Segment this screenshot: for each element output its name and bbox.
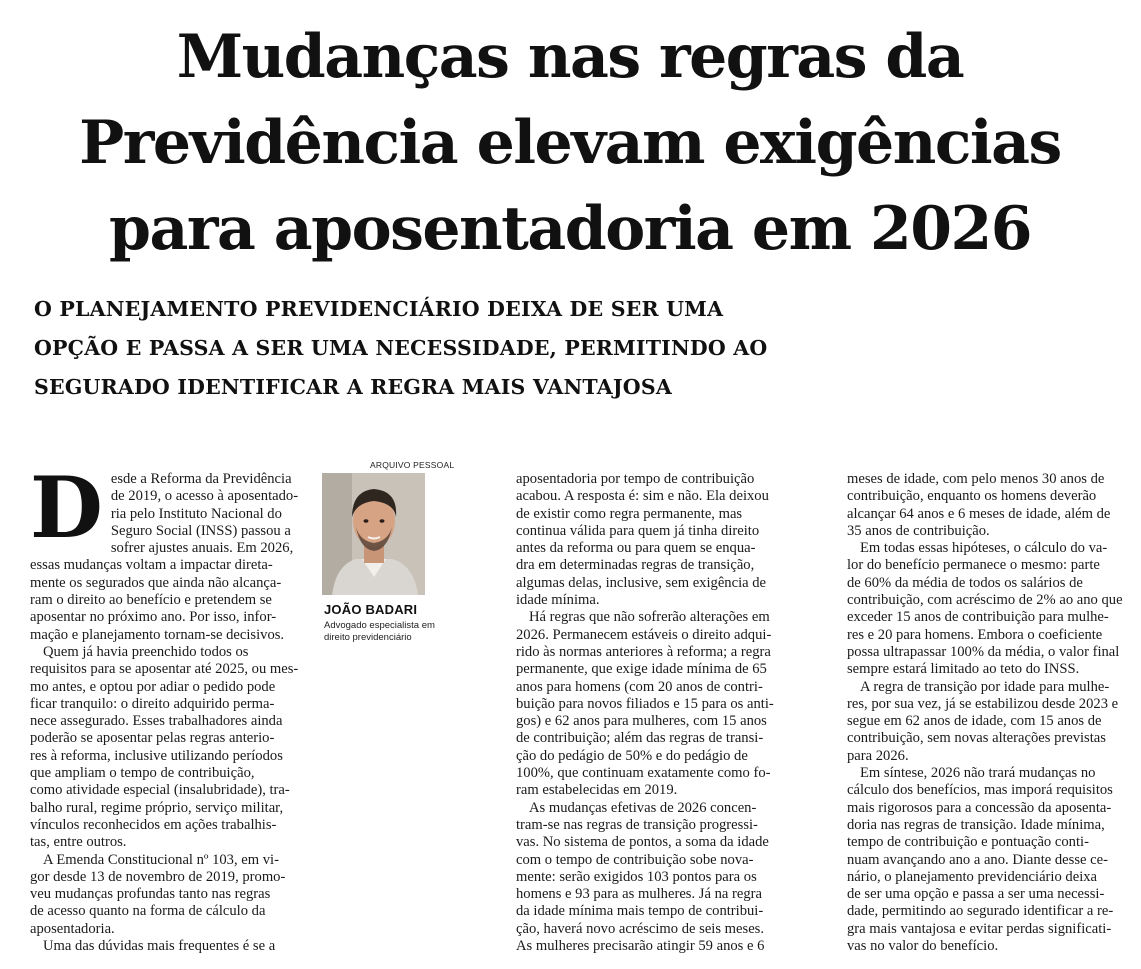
text-line: Há regras que não sofrerão alterações em — [529, 609, 770, 626]
text-line: Quem já havia preenchido todos os — [43, 643, 249, 660]
text-line: com o tempo de contribuição sobe nova- — [516, 851, 754, 868]
author-name: JOÃO BADARI — [324, 602, 418, 617]
headline-line: Mudanças nas regras da — [176, 22, 964, 92]
text-line: homens e 93 para as mulheres. Já na regra — [516, 886, 762, 903]
text-line: vas. No sistema de pontos, a soma da idade — [516, 834, 769, 851]
author-role — [324, 620, 444, 644]
text-line: de acesso quanto na forma de cálculo da — [30, 903, 266, 920]
text-line: exceder 15 anos de contribuição para mulhe- — [847, 609, 1109, 626]
text-line: tram-se nas regras de transição progressi- — [516, 816, 758, 833]
text-line: cálculo dos benefícios, mas imporá requisitos — [847, 782, 1113, 799]
text-line: de contribuição; além das regras de transi- — [516, 730, 764, 747]
article-column-2 — [516, 471, 786, 955]
subheadline-line: SEGURADO IDENTIFICAR A REGRA MAIS VANTAJOSA — [34, 375, 672, 399]
subheadline-line: OPÇÃO E PASSA A SER UMA NECESSIDADE, PERMITINDO AO — [34, 336, 768, 360]
text-line: mais rigorosos para a concessão da aposenta- — [847, 799, 1112, 816]
text-line: gos) e 62 anos para mulheres, com 15 anos — [516, 713, 767, 730]
headline-line: Previdência elevam exigências — [79, 108, 1061, 178]
text-line: esde a Reforma da Previdência — [110, 471, 292, 487]
text-line: ria pelo Instituto Nacional do — [110, 505, 282, 522]
text-line: de 60% da média de todos os salários de — [847, 574, 1083, 591]
text-line: aposentar no próximo ano. Por isso, infor- — [30, 609, 277, 626]
text-line: antes da reforma ou para quem se enqua- — [516, 540, 756, 557]
text-line: essas mudanças voltam a impactar direta- — [30, 557, 273, 574]
text-line: Em síntese, 2026 não trará mudanças no — [860, 765, 1096, 782]
article-column-1 — [30, 458, 300, 955]
text-line: mo antes, e optou por adiar o pedido pode — [30, 678, 276, 695]
text-line: Seguro Social (INSS) passou a — [110, 522, 291, 539]
text-line: da idade mínima mais tempo de contribui- — [516, 903, 764, 920]
headline-line: para aposentadoria em 2026 — [109, 194, 1031, 264]
article-column-3 — [847, 471, 1125, 955]
text-line: de existir como regra permanente, mas — [516, 505, 743, 522]
author-portrait-icon — [322, 473, 425, 595]
text-line: 35 anos de contribuição. — [847, 522, 990, 539]
text-line: acabou. A resposta é: sim e não. Ela deixou — [516, 488, 769, 505]
text-line: aposentadoria. — [30, 920, 115, 937]
author-role-line: direito previdenciário — [324, 632, 412, 643]
text-line: contribuição, enquanto os homens deverão — [847, 488, 1097, 505]
text-line: Em todas essas hipóteses, o cálculo do va- — [860, 540, 1108, 557]
text-line: A Emenda Constitucional nº 103, em vi- — [43, 851, 279, 868]
text-line: res e 20 para homens. Embora o coeficiente — [847, 626, 1103, 643]
text-line: de ser uma opção e passa a ser uma necessi- — [847, 886, 1105, 903]
text-line: res, por sua vez, já se estabilizou desde 2023 e — [847, 695, 1119, 712]
text-line: para 2026. — [847, 747, 909, 764]
text-line: ção, haverá novo acréscimo de seis meses. — [516, 920, 764, 937]
text-line: dra em determinadas regras de transição, — [516, 557, 755, 574]
text-line: tas, entre outros. — [30, 834, 127, 851]
text-line: 2026. Permanecem estáveis o direito adqui- — [516, 626, 772, 643]
author-role-line: Advogado especialista em — [324, 620, 435, 631]
text-line: aposentadoria por tempo de contribuição — [516, 471, 755, 487]
text-line: ficar tranquilo: o direito adquirido perma- — [30, 695, 275, 712]
text-line: alcançar 64 anos e 6 meses de idade, além de — [847, 505, 1111, 522]
text-line: vas no valor do benefício. — [847, 938, 999, 955]
text-line: requisitos para se aposentar até 2025, ou mes- — [30, 661, 299, 678]
text-line: anos para homens (com 20 anos de contri- — [516, 678, 763, 695]
text-line: veu mudanças profundas tanto nas regras — [30, 886, 271, 903]
text-line: mente: serão exigidos 103 pontos para os — [516, 868, 757, 885]
text-line: meses de idade, com pelo menos 30 anos de — [847, 471, 1105, 487]
text-line: como atividade especial (insalubridade), tra- — [30, 782, 290, 799]
text-line: lor do benefício permanece o mesmo: parte — [847, 557, 1100, 574]
text-line: doria nas regras de transição. Idade mínima, — [847, 816, 1105, 833]
text-line: As mulheres precisarão atingir 59 anos e 6 — [516, 938, 765, 955]
text-line: res à reforma, inclusive utilizando períodos — [30, 747, 283, 764]
text-line: mente os segurados que ainda não alcança- — [30, 574, 282, 591]
text-line: buição para novos filiados e 15 para os anti- — [516, 695, 774, 712]
text-line: ram estabelecidas em 2019. — [516, 782, 678, 799]
text-line: continua válida para quem já tinha direito — [516, 522, 760, 539]
text-line: ção do pedágio de 50% e do pedágio de — [516, 747, 748, 764]
text-line: tempo de contribuição e pontuação conti- — [847, 834, 1089, 851]
text-line: contribuição, sem novas alterações previstas — [847, 730, 1106, 747]
text-line: possa ultrapassar 100% da média, o valor final — [847, 643, 1120, 660]
text-line: poderão se aposentar pelas regras anterio- — [30, 730, 275, 747]
subheadline-line: O PLANEJAMENTO PREVIDENCIÁRIO DEIXA DE SER UMA — [34, 297, 724, 321]
text-line: balho rural, regime próprio, serviço militar, — [30, 799, 284, 816]
text-line: segue em 62 anos de idade, com 15 anos de — [847, 713, 1102, 730]
text-line: permanente, que exige idade mínima de 65 — [516, 661, 767, 678]
text-line: sofrer ajustes anuais. Em 2026, — [110, 540, 294, 557]
text-line: 100%, que continuam exatamente como fo- — [516, 765, 771, 782]
drop-cap: D — [30, 458, 103, 557]
text-line: nece assegurado. Esses trabalhadores ainda — [30, 713, 283, 730]
text-line: gra mais vantajosa e evitar perdas significati- — [847, 920, 1112, 937]
subheadline — [34, 290, 834, 407]
headline — [20, 14, 1120, 272]
text-line: de 2019, o acesso à aposentado- — [110, 488, 299, 505]
text-line: As mudanças efetivas de 2026 concen- — [529, 799, 757, 816]
text-line: A regra de transição por idade para mulhe- — [860, 678, 1110, 695]
text-line: vínculos reconhecidos em ações trabalhis- — [30, 816, 277, 833]
text-line: que ampliam o tempo de contribuição, — [30, 765, 255, 782]
text-line: Uma das dúvidas mais frequentes é se a — [43, 938, 276, 955]
text-line: algumas delas, inclusive, sem exigência de — [516, 574, 767, 591]
photo-credit: ARQUIVO PESSOAL — [370, 460, 455, 470]
text-line: rido às normas anteriores à reforma; a regra — [516, 643, 771, 660]
text-line: mação e planejamento tornam-se decisivos. — [30, 626, 285, 643]
text-line: contribuição, com acréscimo de 2% ao ano que — [847, 592, 1123, 609]
text-line: sempre estará limitado ao teto do INSS. — [847, 661, 1080, 678]
text-line: gor desde 13 de novembro de 2019, promo- — [30, 868, 286, 885]
text-line: dade, permitindo ao segurado identificar a re- — [847, 903, 1114, 920]
text-line: nuam avançando ano a ano. Diante desse ce- — [847, 851, 1108, 868]
text-line: idade mínima. — [516, 592, 600, 609]
author-photo — [322, 473, 425, 595]
text-line: nário, o planejamento previdenciário deixa — [847, 868, 1098, 885]
text-line: ram o direito ao benefício e pretendem se — [30, 592, 272, 609]
